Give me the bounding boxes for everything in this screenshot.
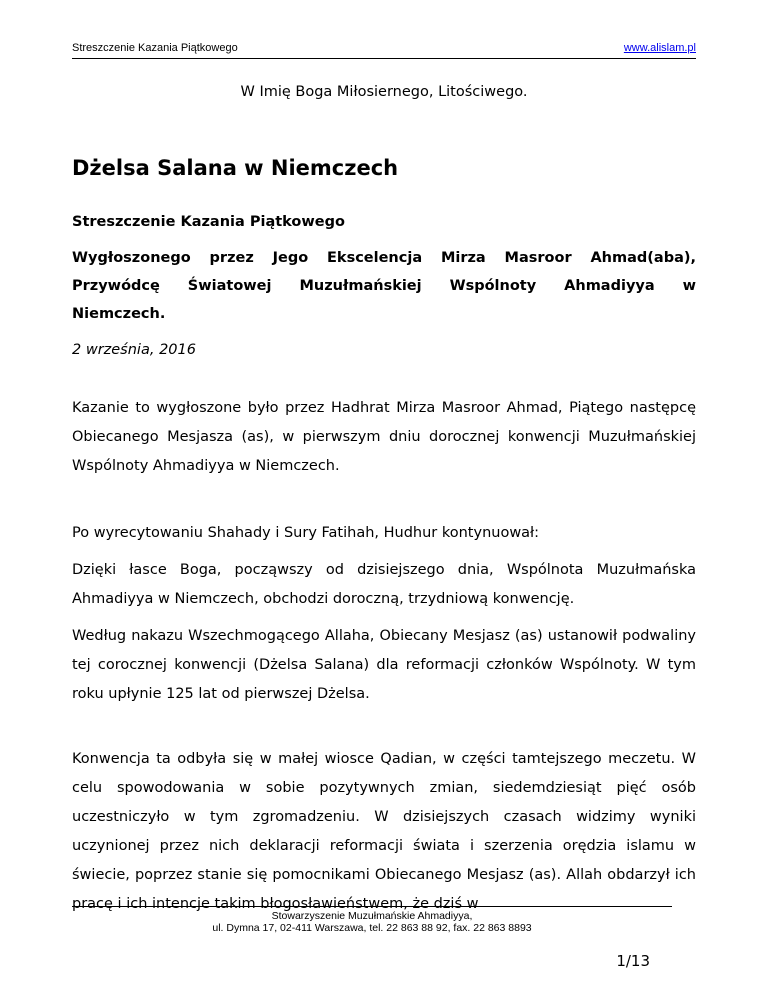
page-number: 1/13 <box>616 952 650 970</box>
footer-address: ul. Dymna 17, 02-411 Warszawa, tel. 22 863 88 92, fax. 22 863 8893 <box>212 922 532 934</box>
document-body <box>72 84 696 919</box>
page-header <box>72 40 696 59</box>
invocation: W Imię Boga Miłosiernego, Litościwego. <box>240 84 528 100</box>
paragraph: Według nakazu Wszechmogącego Allaha, Obiecany Mesjasz (as) ustanowił podwaliny tej corocznej konwencji (Dżelsa Salana) dla reformacji członków Wspólnoty. W tym roku upłynie 125 lat od pierwszej Dżelsa. <box>72 628 696 702</box>
footer-org: Stowarzyszenie Muzułmańskie Ahmadiyya, <box>271 910 473 922</box>
byline-line-1: Wygłoszonego przez Jego Ekscelencja Mirza Masroor Ahmad(aba), <box>72 250 696 266</box>
byline-line-2: Przywódcę Światowej Muzułmańskiej Wspólnoty Ahmadiyya w <box>72 278 696 294</box>
page-footer <box>72 906 672 934</box>
byline-line-3: Niemczech. <box>72 306 166 322</box>
paragraph: Konwencja ta odbyła się w małej wiosce Qadian, w części tamtejszego meczetu. W celu spowodowania w sobie pozytywnych zmian, siedemdziesiąt pięć osób uczestniczyło w tym zgromadzeniu. W dzisiejszych czasach widzimy wyniki uczynionej przez nich deklaracji reformacji świata i szerzenia orędzia islamu w świecie, poprzez stanie się pomocnikami Obiecanego Mesjasz (as). Allah obdarzył ich pracę i ich intencje takim błogosławieństwem, że dziś w <box>72 751 696 912</box>
paragraph: Po wyrecytowaniu Shahady i Sury Fatihah, Hudhur kontynuował: <box>72 525 540 541</box>
page-title: Dżelsa Salana w Niemczech <box>72 156 399 180</box>
byline <box>72 244 696 328</box>
website-link[interactable]: www.alislam.pl <box>623 42 696 54</box>
header-title: Streszczenie Kazania Piątkowego <box>72 42 238 54</box>
paragraph: Dzięki łasce Boga, począwszy od dzisiejszego dnia, Wspólnota Muzułmańska Ahmadiyya w Niemczech, obchodzi doroczną, trzydniową konwencję. <box>72 562 696 607</box>
paragraph: Kazanie to wygłoszone było przez Hadhrat Mirza Masroor Ahmad, Piątego następcę Obiecanego Mesjasza (as), w pierwszym dniu dorocznej konwencji Muzułmańskiej Wspólnoty Ahmadiyya w Niemczech. <box>72 400 696 474</box>
subtitle: Streszczenie Kazania Piątkowego <box>72 214 345 230</box>
sermon-date: 2 września, 2016 <box>72 342 196 358</box>
